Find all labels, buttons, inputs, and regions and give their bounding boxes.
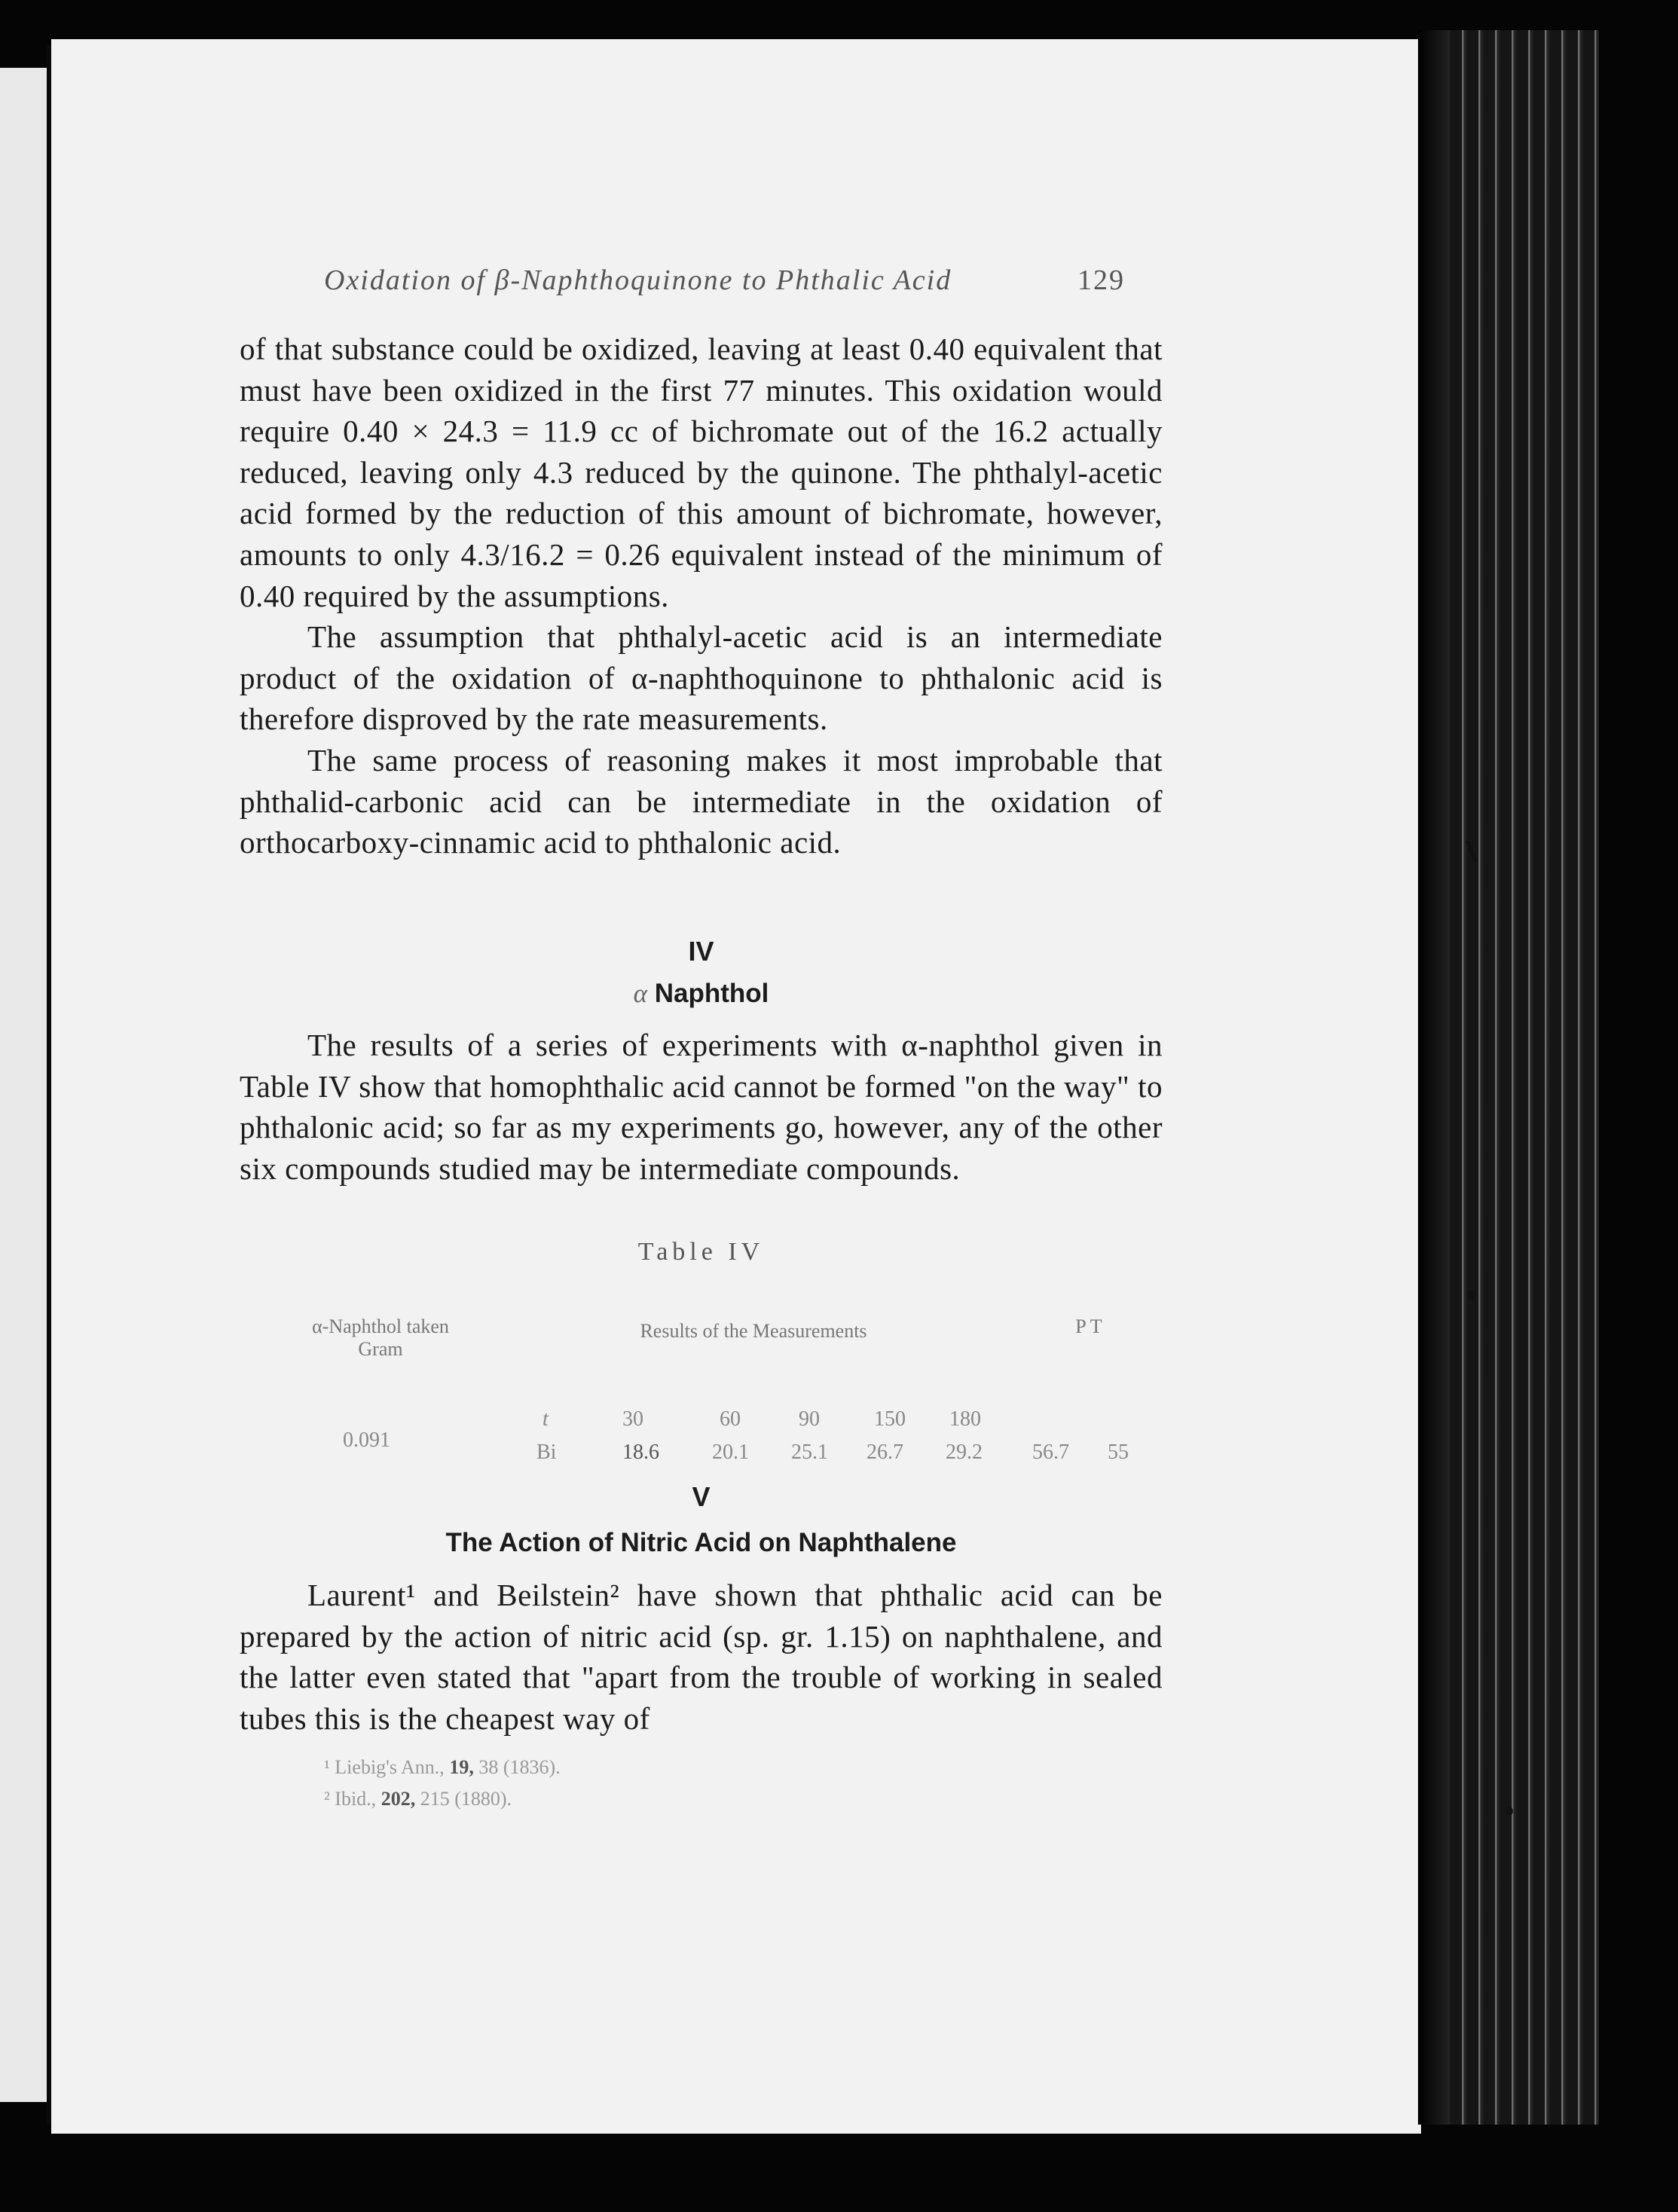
table-row-b-label: Bi bbox=[536, 1441, 557, 1464]
table-col2-header: Results of the Measurements bbox=[640, 1320, 867, 1342]
table-row-t-value: 180 bbox=[949, 1407, 981, 1431]
footnote-2-volume: 202, bbox=[381, 1788, 416, 1810]
paragraph-3: The same process of reasoning makes it most improbable that phthalid-carbonic acid can be intermediate in the oxidation of orthocarboxy-cinnamic acid to phthalonic acid. bbox=[240, 742, 1163, 860]
page-number: 129 bbox=[1077, 264, 1125, 296]
table-col1-header-line1: α-Naphthol taken bbox=[312, 1315, 449, 1337]
left-page-edge bbox=[0, 68, 47, 2102]
running-head-title: Oxidation of β-Naphthoquinone to Phthalic Acid bbox=[324, 264, 952, 296]
footnote-2-text: ² Ibid., bbox=[324, 1788, 381, 1810]
table-row-b-value: 20.1 bbox=[712, 1441, 749, 1464]
footnote-2-page: 215 (1880). bbox=[415, 1788, 512, 1810]
body-text-middle bbox=[240, 1025, 1163, 1189]
table-row-t-value: 60 bbox=[720, 1407, 741, 1431]
body-text-bottom bbox=[240, 1575, 1163, 1739]
table-row-b-value: 55 bbox=[1108, 1441, 1129, 1464]
table-row-b-value: 18.6 bbox=[622, 1441, 659, 1464]
section-iv-heading bbox=[240, 979, 1163, 1009]
footnote-1-page: 38 (1836). bbox=[473, 1756, 561, 1778]
table-row-t-label: t bbox=[543, 1407, 549, 1431]
footnote-1-volume: 19, bbox=[449, 1756, 474, 1778]
section-iv-prefix: α bbox=[633, 979, 647, 1008]
section-v-number: V bbox=[692, 1481, 711, 1512]
table-row-b-value: 29.2 bbox=[946, 1441, 983, 1464]
paragraph-5: Laurent¹ and Beilstein² have shown that phthalic acid can be prepared by the action of nitric acid (sp. gr. 1.15) on naphthalene, and the latter even stated that "apart from the trouble of working in sealed tubes this is the cheapest way of bbox=[240, 1578, 1163, 1736]
paragraph-2: The assumption that phthalyl-acetic acid is an intermediate product of the oxidation of α-naphthoquinone to phthalonic acid is therefore disproved by the rate measurements. bbox=[240, 619, 1163, 737]
section-v-title: The Action of Nitric Acid on Naphthalene bbox=[445, 1528, 957, 1557]
table-row-b-value: 56.7 bbox=[1032, 1441, 1069, 1464]
table-col3-header: P T bbox=[1075, 1315, 1102, 1337]
section-iv-title: Naphthol bbox=[654, 979, 769, 1008]
table-row-t-value: 30 bbox=[622, 1407, 643, 1431]
margin-mark bbox=[1468, 1290, 1475, 1300]
body-text-top bbox=[240, 328, 1163, 863]
paragraph-4: The results of a series of experiments with α-naphthol given in Table IV show that homophthalic acid cannot be formed "on the way" to phthalonic acid; so far as my experiments go, however, any of the other six compounds studied may be intermediate compounds. bbox=[240, 1028, 1163, 1186]
footnote-1 bbox=[324, 1752, 561, 1783]
footnotes bbox=[324, 1752, 561, 1815]
running-head bbox=[324, 264, 1153, 297]
footnote-2 bbox=[324, 1783, 561, 1815]
table-caption: Table IV bbox=[637, 1238, 765, 1266]
paragraph-1: of that substance could be oxidized, leaving at least 0.40 equivalent that must have been oxidized in the first 77 minutes. This oxidation would require 0.40 × 24.3 = 11.9 cc of bichromate out of the 16.2 actually reduced, leaving only 4.3 reduced by the quinone. The phthalyl-acetic acid formed by the reduction of this amount of bichromate, however, amounts to only 4.3/16.2 = 0.26 equivalent instead of the minimum of 0.40 required by the assumptions. bbox=[240, 331, 1163, 613]
page-edge-shadow bbox=[1418, 30, 1448, 2125]
table-row-b-value: 25.1 bbox=[791, 1441, 828, 1464]
table-row-b-value: 26.7 bbox=[867, 1441, 903, 1464]
table-row-t-value: 150 bbox=[874, 1407, 906, 1431]
footnote-1-text: ¹ Liebig's Ann., bbox=[324, 1756, 450, 1778]
table-amount: 0.091 bbox=[343, 1428, 390, 1452]
section-iv-number: IV bbox=[688, 936, 714, 967]
margin-mark bbox=[1505, 1807, 1513, 1816]
table-col1-header-line2: Gram bbox=[358, 1338, 403, 1360]
table-col1-header bbox=[271, 1315, 490, 1361]
table-row-t-value: 90 bbox=[799, 1407, 820, 1431]
